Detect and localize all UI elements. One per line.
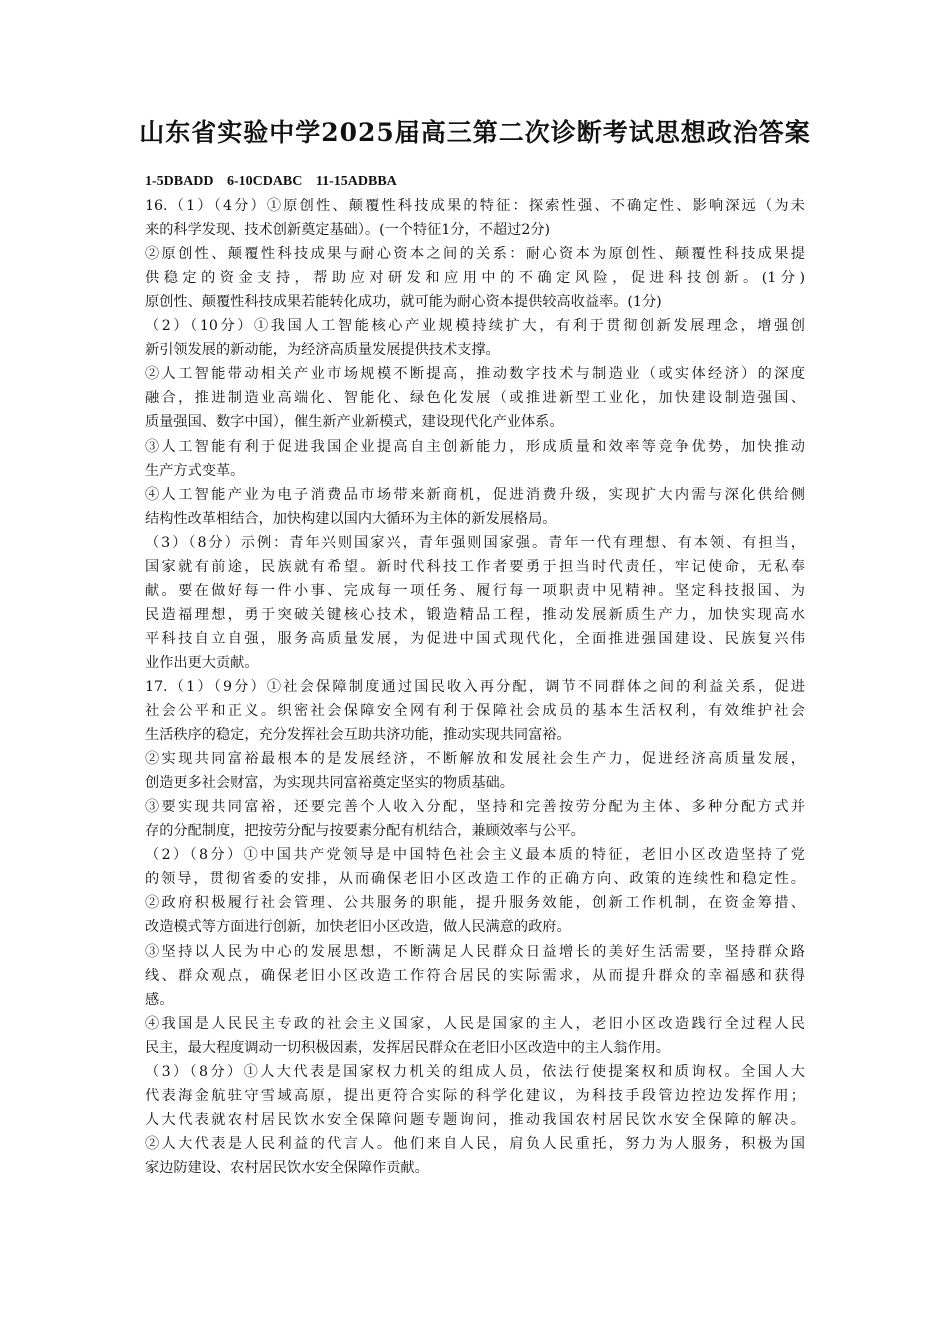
text-line: 业作出更大贡献。 <box>145 654 259 671</box>
text-line: 国家就有前途，民族就有希望。新时代科技工作者要勇于担当时代责任，牢记使命，无私奉 <box>145 558 805 575</box>
text-line: 感。 <box>145 991 174 1008</box>
text-line: 生产方式变革。 <box>145 462 245 479</box>
text-line: （2）（10分）①我国人工智能核心产业规模持续扩大，有利于贯彻创新发展理念，增强创 <box>145 318 805 335</box>
text-line: （2）（8分）①中国共产党领导是中国特色社会主义最本质的特征，老旧小区改造坚持了党 <box>145 847 805 864</box>
text-line: （3）（8分）①人大代表是国家权力机关的组成人员，依法行使提案权和质询权。全国人大 <box>145 1063 805 1080</box>
text-line: 16.（1）（4分）①原创性、颠覆性科技成果的特征：探索性强、不确定性、影响深远（为未 <box>145 198 805 215</box>
text-line: 供稳定的资金支持，帮助应对研发和应用中的不确定风险，促进科技创新。(1分) <box>145 270 805 287</box>
text-line: ②人大代表是人民利益的代言人。他们来自人民，肩负人民重托，努力为人服务，积极为国 <box>145 1135 805 1152</box>
text-line: ③人工智能有利于促进我国企业提高自主创新能力，形成质量和效率等竞争优势，加快推动 <box>145 438 805 455</box>
answer-key-line: 1-5DBADD 6-10CDABC 11-15ADBBA <box>145 174 397 189</box>
text-line: 线、群众观点，确保老旧小区改造工作符合居民的实际需求，从而提升群众的幸福感和获得 <box>145 967 805 984</box>
text-line: 社会公平和正义。织密社会保障安全网有利于保障社会成员的基本生活权利，有效维护社会 <box>145 703 805 720</box>
text-line: 存的分配制度，把按劳分配与按要素分配有机结合，兼顾效率与公平。 <box>145 823 585 840</box>
text-line: ④我国是人民民主专政的社会主义国家，人民是国家的主人，老旧小区改造践行全过程人民 <box>145 1015 805 1032</box>
text-line: 创造更多社会财富，为实现共同富裕奠定坚实的物质基础。 <box>145 775 514 792</box>
text-line: 17.（1）（9分）①社会保障制度通过国民收入再分配，调节不同群体之间的利益关系，促进 <box>145 678 805 695</box>
text-line: （3）（8分）示例：青年兴则国家兴，青年强则国家强。青年一代有理想、有本领、有担当， <box>145 534 805 551</box>
text-line: 来的科学发现、技术创新奠定基础）。(一个特征1分，不超过2分) <box>145 222 551 239</box>
text-line: 民造福理想，勇于突破关键核心技术，锻造精品工程，推动发展新质生产力，加快实现高水 <box>145 606 805 623</box>
text-line: ②原创性、颠覆性科技成果与耐心资本之间的关系：耐心资本为原创性、颠覆性科技成果提 <box>145 246 805 263</box>
text-line: 平科技自立自强，服务高质量发展，为促进中国式现代化，全面推进强国建设、民族复兴伟 <box>145 630 805 647</box>
text-line: 人大代表就农村居民饮水安全保障问题专题询问，推动我国农村居民饮水安全保障的解决。 <box>145 1111 805 1128</box>
text-line: 献。要在做好每一件小事、完成每一项任务、履行每一项职责中见精神。坚定科技报国、为 <box>145 582 805 599</box>
text-line: 生活秩序的稳定，充分发挥社会互助共济功能，推动实现共同富裕。 <box>145 727 571 744</box>
text-line: 家边防建设、农村居民饮水安全保障作贡献。 <box>145 1159 429 1176</box>
document-body <box>145 170 805 1180</box>
text-line: 新引领发展的新动能，为经济高质量发展提供技术支撑。 <box>145 342 500 359</box>
text-line: 质量强国、数字中国），催生新产业新模式，建设现代化产业体系。 <box>145 414 564 431</box>
text-line: ④人工智能产业为电子消费品市场带来新商机，促进消费升级，实现扩大内需与深化供给侧 <box>145 486 805 503</box>
text-line: 融合，推进制造业高端化、智能化、绿色化发展（或推进新型工业化，加快建设制造强国、 <box>145 390 805 407</box>
text-line: ②政府积极履行社会管理、公共服务的职能，提升服务效能，创新工作机制，在资金筹措、 <box>145 895 805 912</box>
text-line: 原创性、颠覆性科技成果若能转化成功，就可能为耐心资本提供较高收益率。(1分) <box>145 294 662 311</box>
text-line: ②人工智能带动相关产业市场规模不断提高，推动数字技术与制造业（或实体经济）的深度 <box>145 366 805 383</box>
text-line: 改造模式等方面进行创新，加快老旧小区改造，做人民满意的政府。 <box>145 919 571 936</box>
text-line: 民主，最大程度调动一切积极因素，发挥居民群众在老旧小区改造中的主人翁作用。 <box>145 1039 670 1056</box>
document-title: 山东省实验中学2025届高三第二次诊断考试思想政治答案 <box>139 118 811 147</box>
text-line: ③要实现共同富裕，还要完善个人收入分配，坚持和完善按劳分配为主体、多种分配方式并 <box>145 799 805 816</box>
text-line: 结构性改革相结合，加快构建以国内大循环为主体的新发展格局。 <box>145 510 557 527</box>
text-line: 的领导，贯彻省委的安排，从而确保老旧小区改造工作的正确方向、政策的连续性和稳定性。 <box>145 871 805 888</box>
text-line: ③坚持以人民为中心的发展思想，不断满足人民群众日益增长的美好生活需要，坚持群众路 <box>145 943 805 960</box>
text-line: ②实现共同富裕最根本的是发展经济，不断解放和发展社会生产力，促进经济高质量发展， <box>145 751 805 768</box>
text-line: 代表海金航驻守雪域高原，提出更符合实际的科学化建议，为科技手段管边控边发挥作用； <box>145 1087 805 1104</box>
